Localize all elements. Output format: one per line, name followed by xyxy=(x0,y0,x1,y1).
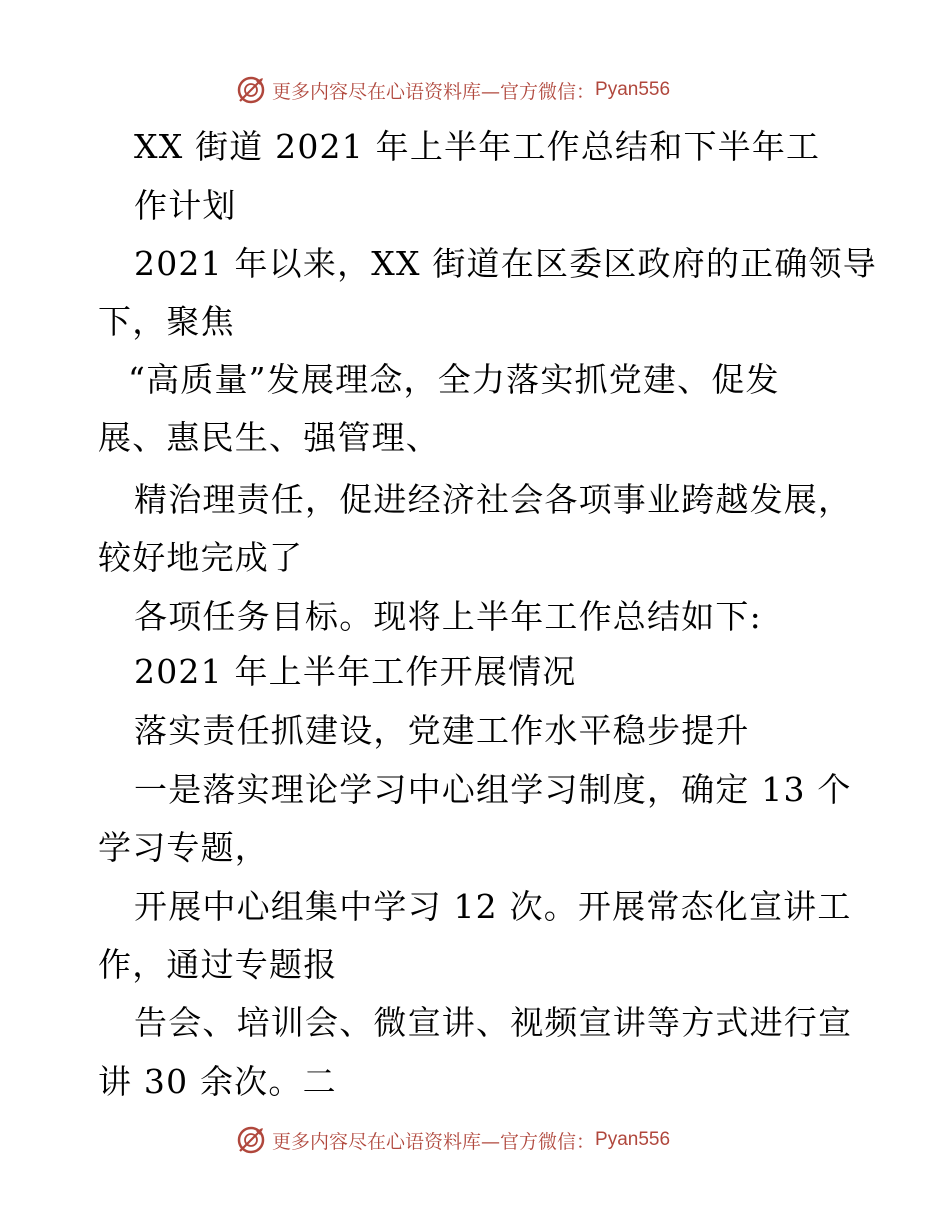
paragraph-line: 下，聚焦 xyxy=(98,302,235,341)
document-title-line-2: 作计划 xyxy=(134,186,237,225)
footer-watermark xyxy=(236,1122,670,1158)
paragraph-line: “高质量”发展理念，全力落实抓党建、促发 xyxy=(128,360,780,399)
paragraph-line: 较好地完成了 xyxy=(98,538,304,577)
paragraph-line: 作，通过专题报 xyxy=(98,945,338,984)
paragraph-line: 讲 30 余次。二 xyxy=(98,1062,337,1101)
paragraph-line: 学习专题， xyxy=(98,828,269,867)
subsection-heading: 落实责任抓建设，党建工作水平稳步提升 xyxy=(134,711,750,750)
paragraph-line: 一是落实理论学习中心组学习制度，确定 13 个 xyxy=(134,770,852,809)
paragraph-line: 精治理责任，促进经济社会各项事业跨越发展， xyxy=(134,480,853,519)
watermark-text: 更多内容尽在心语资料库—官方微信： xyxy=(272,1130,596,1153)
paragraph-line: 开展中心组集中学习 12 次。开展常态化宣讲工 xyxy=(134,887,852,926)
header-watermark xyxy=(236,72,670,108)
quill-seal-icon xyxy=(236,1125,266,1155)
watermark-wechat-id: Pyan556 xyxy=(595,79,671,100)
section-heading: 2021 年上半年工作开展情况 xyxy=(134,652,577,691)
quill-seal-icon xyxy=(236,75,266,105)
watermark-text: 更多内容尽在心语资料库—官方微信： xyxy=(272,80,596,103)
paragraph-line: 各项任务目标。现将上半年工作总结如下: xyxy=(134,597,762,636)
document-title-line-1: XX 街道 2021 年上半年工作总结和下半年工 xyxy=(134,127,821,166)
paragraph-line: 告会、培训会、微宣讲、视频宣讲等方式进行宣 xyxy=(134,1003,853,1042)
watermark-wechat-id: Pyan556 xyxy=(595,1129,671,1150)
paragraph-line: 2021 年以来，XX 街道在区委区政府的正确领导 xyxy=(134,244,877,283)
paragraph-line: 展、惠民生、强管理、 xyxy=(98,418,440,457)
